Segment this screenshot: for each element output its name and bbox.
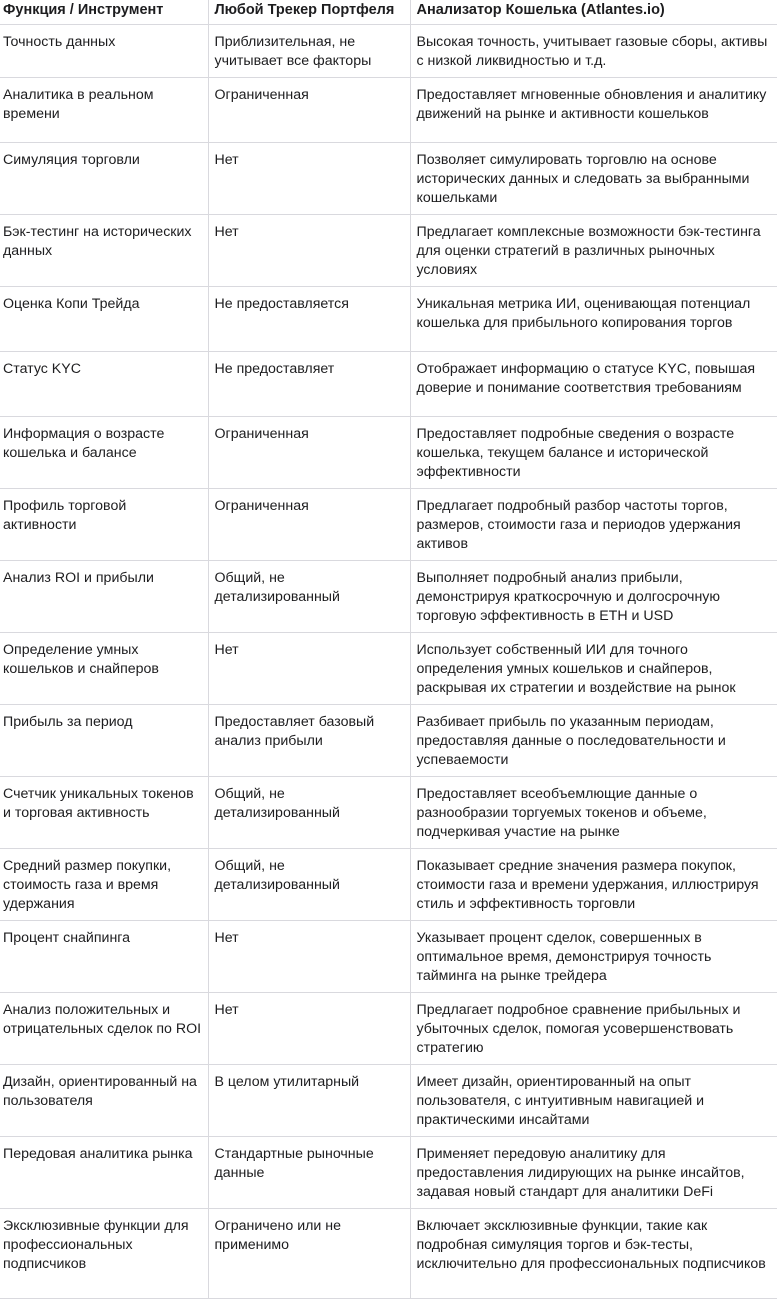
table-row: [0, 1137, 777, 1209]
table-row: [0, 1209, 777, 1299]
tracker-cell: Общий, не детализированный: [208, 849, 410, 921]
tracker-cell: Не предоставляет: [208, 352, 410, 417]
table-row: [0, 561, 777, 633]
feature-cell: Аналитика в реальном времени: [0, 78, 208, 143]
table-row: [0, 705, 777, 777]
table-row: [0, 25, 777, 78]
tracker-cell: Ограниченная: [208, 78, 410, 143]
table-row: [0, 921, 777, 993]
feature-cell: Анализ ROI и прибыли: [0, 561, 208, 633]
analyzer-cell: Использует собственный ИИ для точного определения умных кошельков и снайперов, раскрывая их стратегии и воздействие на рынок: [410, 633, 777, 705]
header-portfolio-tracker: Любой Трекер Портфеля: [208, 0, 410, 25]
analyzer-cell: Показывает средние значения размера покупок, стоимости газа и времени удержания, иллюстрируя стиль и эффективность торговли: [410, 849, 777, 921]
analyzer-cell: Имеет дизайн, ориентированный на опыт пользователя, с интуитивным навигацией и практическими инсайтами: [410, 1065, 777, 1137]
analyzer-cell: Включает эксклюзивные функции, такие как подробная симуляция торгов и бэк-тесты, исключительно для профессиональных подписчиков: [410, 1209, 777, 1299]
analyzer-cell: Предоставляет мгновенные обновления и аналитику движений на рынке и активности кошельков: [410, 78, 777, 143]
table-row: [0, 777, 777, 849]
tracker-cell: Нет: [208, 143, 410, 215]
tracker-cell: Приблизительная, не учитывает все факторы: [208, 25, 410, 78]
tracker-cell: Стандартные рыночные данные: [208, 1137, 410, 1209]
tracker-cell: Не предоставляется: [208, 287, 410, 352]
analyzer-cell: Предоставляет подробные сведения о возрасте кошелька, текущем балансе и исторической эффективности: [410, 417, 777, 489]
feature-cell: Прибыль за период: [0, 705, 208, 777]
feature-cell: Счетчик уникальных токенов и торговая активность: [0, 777, 208, 849]
header-feature: Функция / Инструмент: [0, 0, 208, 25]
feature-cell: Передовая аналитика рынка: [0, 1137, 208, 1209]
tracker-cell: Общий, не детализированный: [208, 777, 410, 849]
feature-cell: Определение умных кошельков и снайперов: [0, 633, 208, 705]
feature-cell: Эксклюзивные функции для профессиональных подписчиков: [0, 1209, 208, 1299]
feature-cell: Анализ положительных и отрицательных сделок по ROI: [0, 993, 208, 1065]
table-row: [0, 215, 777, 287]
analyzer-cell: Предлагает подробное сравнение прибыльных и убыточных сделок, помогая усовершенствовать стратегию: [410, 993, 777, 1065]
feature-cell: Профиль торговой активности: [0, 489, 208, 561]
header-row: [0, 0, 777, 25]
tracker-cell: Нет: [208, 633, 410, 705]
table-row: [0, 849, 777, 921]
tracker-cell: Нет: [208, 215, 410, 287]
tracker-cell: Нет: [208, 993, 410, 1065]
tracker-cell: Ограничено или не применимо: [208, 1209, 410, 1299]
tracker-cell: Ограниченная: [208, 417, 410, 489]
feature-cell: Точность данных: [0, 25, 208, 78]
feature-cell: Процент снайпинга: [0, 921, 208, 993]
tracker-cell: Нет: [208, 921, 410, 993]
table-row: [0, 287, 777, 352]
table-row: [0, 352, 777, 417]
tracker-cell: Предоставляет базовый анализ прибыли: [208, 705, 410, 777]
analyzer-cell: Указывает процент сделок, совершенных в оптимальное время, демонстрируя точность тайминга на рынке трейдера: [410, 921, 777, 993]
table-row: [0, 1065, 777, 1137]
tracker-cell: В целом утилитарный: [208, 1065, 410, 1137]
table-row: [0, 489, 777, 561]
analyzer-cell: Применяет передовую аналитику для предоставления лидирующих на рынке инсайтов, задавая новый стандарт для аналитики DeFi: [410, 1137, 777, 1209]
table-row: [0, 78, 777, 143]
analyzer-cell: Высокая точность, учитывает газовые сборы, активы с низкой ликвидностью и т.д.: [410, 25, 777, 78]
feature-cell: Средний размер покупки, стоимость газа и время удержания: [0, 849, 208, 921]
analyzer-cell: Уникальная метрика ИИ, оценивающая потенциал кошелька для прибыльного копирования торгов: [410, 287, 777, 352]
analyzer-cell: Отображает информацию о статусе KYC, повышая доверие и понимание соответствия требованиям: [410, 352, 777, 417]
analyzer-cell: Позволяет симулировать торговлю на основе исторических данных и следовать за выбранными кошельками: [410, 143, 777, 215]
feature-cell: Бэк-тестинг на исторических данных: [0, 215, 208, 287]
table-row: [0, 417, 777, 489]
tracker-cell: Ограниченная: [208, 489, 410, 561]
table-row: [0, 143, 777, 215]
header-wallet-analyzer: Анализатор Кошелька (Atlantes.io): [410, 0, 777, 25]
feature-cell: Статус KYC: [0, 352, 208, 417]
tracker-cell: Общий, не детализированный: [208, 561, 410, 633]
analyzer-cell: Предлагает подробный разбор частоты торгов, размеров, стоимости газа и периодов удержания активов: [410, 489, 777, 561]
table-row: [0, 633, 777, 705]
analyzer-cell: Выполняет подробный анализ прибыли, демонстрируя краткосрочную и долгосрочную торговую эффективность в ETH и USD: [410, 561, 777, 633]
analyzer-cell: Разбивает прибыль по указанным периодам, предоставляя данные о последовательности и успеваемости: [410, 705, 777, 777]
analyzer-cell: Предоставляет всеобъемлющие данные о разнообразии торгуемых токенов и объеме, подчеркивая участие на рынке: [410, 777, 777, 849]
analyzer-cell: Предлагает комплексные возможности бэк-тестинга для оценки стратегий в различных рыночных условиях: [410, 215, 777, 287]
feature-cell: Дизайн, ориентированный на пользователя: [0, 1065, 208, 1137]
feature-cell: Симуляция торговли: [0, 143, 208, 215]
feature-cell: Оценка Копи Трейда: [0, 287, 208, 352]
table-row: [0, 993, 777, 1065]
feature-cell: Информация о возрасте кошелька и балансе: [0, 417, 208, 489]
